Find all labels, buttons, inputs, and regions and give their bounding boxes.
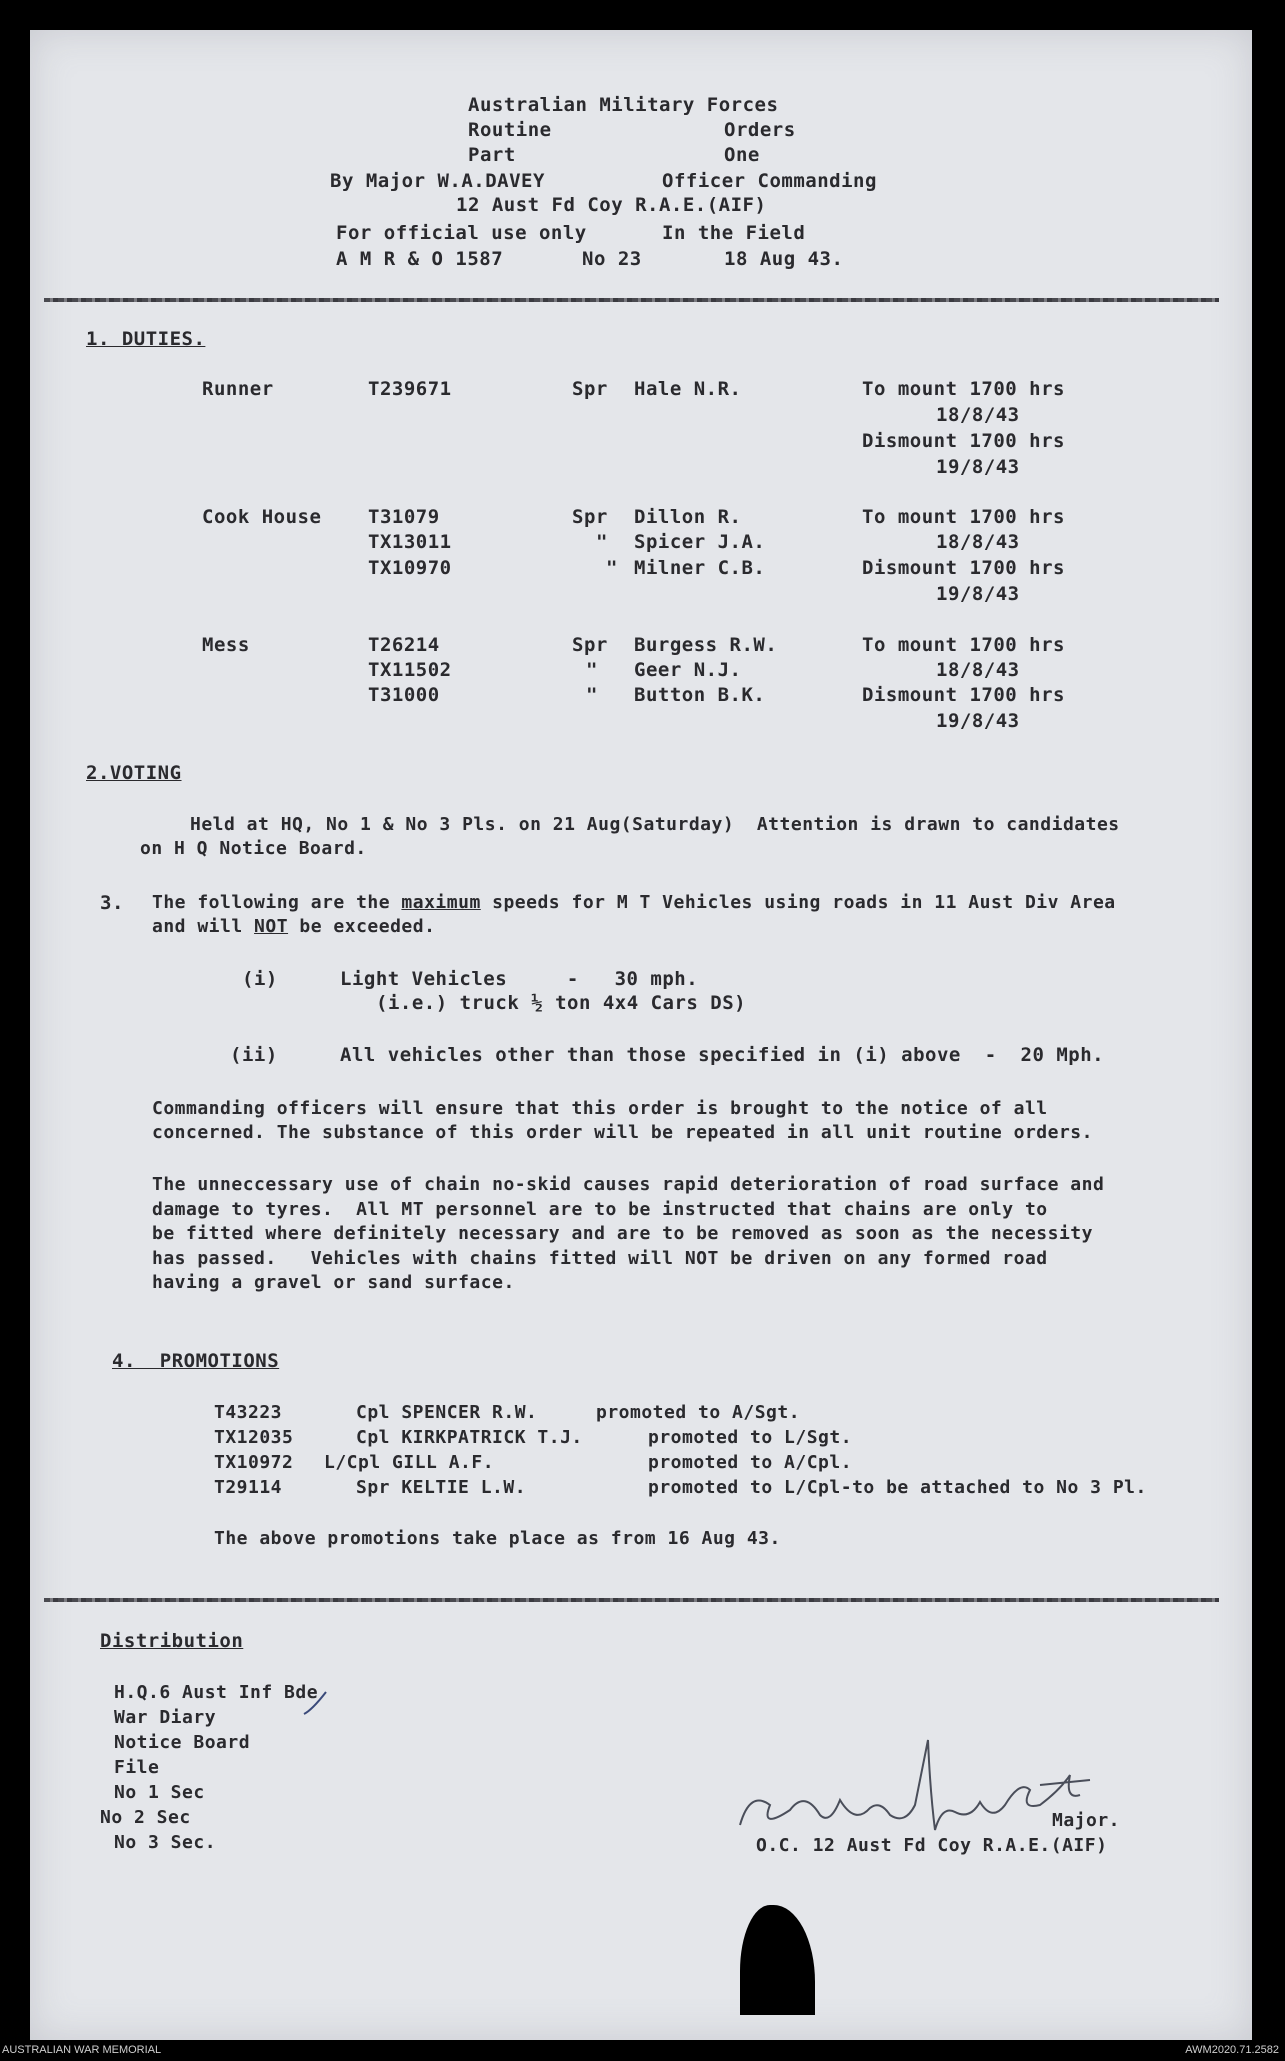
footer-right: AWM2020.71.2582 — [1185, 2044, 1279, 2056]
header-field: In the Field — [662, 222, 806, 244]
speeds-line: The following are the maximum speeds for M T Vehicles using roads in 11 Aust Div Area — [152, 892, 1116, 913]
footer-left: AUSTRALIAN WAR MEMORIAL — [2, 2044, 162, 2056]
mess-number: TX11502 — [368, 659, 452, 681]
speeds-number: 3. — [100, 892, 124, 914]
mess-rank: " — [586, 684, 598, 706]
runner-number: T239671 — [368, 378, 452, 400]
orders-paragraph-line: Commanding officers will ensure that this order is brought to the notice of all — [152, 1098, 1048, 1119]
mess-name: Burgess R.W. — [634, 634, 778, 656]
speeds-line: and will NOT be exceeded. — [152, 916, 436, 937]
runner-name: Hale N.R. — [634, 378, 742, 400]
voting-line: on H Q Notice Board. — [140, 838, 367, 859]
mess-rank: " — [586, 659, 598, 681]
promotion-number: T29114 — [214, 1477, 283, 1498]
mess-time-dismount: Dismount 1700 hrs — [862, 684, 1065, 706]
cook-number: TX10970 — [368, 557, 452, 579]
header-orders: Orders — [724, 119, 796, 141]
promotion-name: Spr KELTIE L.W. — [356, 1477, 527, 1498]
chains-paragraph-line: damage to tyres. All MT personnel are to be instructed that chains are only to — [152, 1199, 1048, 1220]
runner-time-date1: 18/8/43 — [936, 404, 1020, 426]
promotion-number: TX10972 — [214, 1452, 294, 1473]
cook-name: Spicer J.A. — [634, 531, 766, 553]
promotion-text: promoted to L/Sgt. — [648, 1427, 853, 1448]
promotion-name: Cpl SPENCER R.W. — [356, 1402, 538, 1423]
voting-line: Held at HQ, No 1 & No 3 Pls. on 21 Aug(Saturday) Attention is drawn to candidates — [190, 814, 1120, 835]
cook-time-date2: 19/8/43 — [936, 583, 1020, 605]
header-part: Part — [468, 144, 516, 166]
speed-item-text: All vehicles other than those specified in (i) above - 20 Mph. — [340, 1044, 1105, 1066]
cook-time-date1: 18/8/43 — [936, 531, 1020, 553]
signature-title: O.C. 12 Aust Fd Coy R.A.E.(AIF) — [756, 1835, 1108, 1856]
promotion-name: L/Cpl GILL A.F. — [324, 1452, 495, 1473]
distribution-item: Notice Board — [114, 1732, 251, 1753]
promotion-text: promoted to L/Cpl-to be attached to No 3 Pl. — [648, 1477, 1147, 1498]
speed-item-number: (i) — [242, 968, 278, 990]
promotion-name: Cpl KIRKPATRICK T.J. — [356, 1427, 583, 1448]
header-title: Australian Military Forces — [468, 94, 779, 116]
promotion-number: TX12035 — [214, 1427, 294, 1448]
distribution-item: File — [114, 1757, 160, 1778]
mess-time-mount: To mount 1700 hrs — [862, 634, 1065, 656]
runner-rank: Spr — [572, 378, 608, 400]
promotion-text: promoted to A/Cpl. — [648, 1452, 853, 1473]
check-mark-icon — [300, 1690, 330, 1720]
cook-name: Milner C.B. — [634, 557, 766, 579]
header-amr: A M R & O 1587 — [336, 248, 504, 270]
runner-time-dismount: Dismount 1700 hrs — [862, 430, 1065, 452]
header-official: For official use only — [336, 222, 587, 244]
header-by: By Major W.A.DAVEY — [330, 170, 545, 192]
runner-time-mount: To mount 1700 hrs — [862, 378, 1065, 400]
cook-rank: " — [606, 557, 618, 579]
cook-number: TX13011 — [368, 531, 452, 553]
mess-time-date1: 18/8/43 — [936, 659, 1020, 681]
promotion-number: T43223 — [214, 1402, 283, 1423]
distribution-item: No 3 Sec. — [114, 1832, 217, 1853]
speed-item-sub: (i.e.) truck ½ ton 4x4 Cars DS) — [376, 992, 747, 1014]
orders-paragraph-line: concerned. The substance of this order will be repeated in all unit routine orders. — [152, 1122, 1093, 1143]
promotions-note: The above promotions take place as from 16 Aug 43. — [214, 1528, 781, 1549]
mess-number: T31000 — [368, 684, 440, 706]
distribution-item: No 1 Sec — [114, 1782, 205, 1803]
mess-name: Button B.K. — [634, 684, 766, 706]
chains-paragraph-line: The unneccessary use of chain no-skid causes rapid deterioration of road surface and — [152, 1174, 1105, 1195]
cook-name: Dillon R. — [634, 506, 742, 528]
chains-paragraph-line: has passed. Vehicles with chains fitted will NOT be driven on any formed road — [152, 1248, 1048, 1269]
distribution-item: War Diary — [114, 1707, 217, 1728]
distribution-item: No 2 Sec — [100, 1807, 191, 1828]
mess-rank: Spr — [572, 634, 608, 656]
mess-role: Mess — [202, 634, 250, 656]
runner-time-date2: 19/8/43 — [936, 456, 1020, 478]
distribution-item: H.Q.6 Aust Inf Bde — [114, 1682, 319, 1703]
cook-role: Cook House — [202, 506, 322, 528]
cook-time-dismount: Dismount 1700 hrs — [862, 557, 1065, 579]
cook-number: T31079 — [368, 506, 440, 528]
speed-item-number: (ii) — [230, 1044, 278, 1066]
header-one: One — [724, 144, 760, 166]
cook-rank: " — [596, 531, 608, 553]
speed-item-text: Light Vehicles - 30 mph. — [340, 968, 699, 990]
header-officer: Officer Commanding — [662, 170, 877, 192]
promotion-text: promoted to A/Sgt. — [596, 1402, 801, 1423]
duties-heading: 1. DUTIES. — [86, 328, 206, 350]
divider-top — [44, 298, 1219, 302]
signature-rank: Major. — [1052, 1810, 1121, 1831]
header-unit: 12 Aust Fd Coy R.A.E.(AIF) — [456, 194, 767, 216]
voting-heading: 2.VOTING — [86, 762, 182, 784]
header-date: 18 Aug 43. — [724, 248, 844, 270]
mess-number: T26214 — [368, 634, 440, 656]
chains-paragraph-line: having a gravel or sand surface. — [152, 1272, 515, 1293]
promotions-heading: 4. PROMOTIONS — [112, 1350, 280, 1372]
cook-rank: Spr — [572, 506, 608, 528]
divider-bottom — [44, 1598, 1219, 1602]
header-routine: Routine — [468, 119, 552, 141]
header-no: No 23 — [582, 248, 642, 270]
runner-role: Runner — [202, 378, 274, 400]
cook-time-mount: To mount 1700 hrs — [862, 506, 1065, 528]
chains-paragraph-line: be fitted where definitely necessary and are to be removed as soon as the necessity — [152, 1223, 1093, 1244]
mess-time-date2: 19/8/43 — [936, 710, 1020, 732]
distribution-heading: Distribution — [100, 1630, 244, 1652]
mess-name: Geer N.J. — [634, 659, 742, 681]
